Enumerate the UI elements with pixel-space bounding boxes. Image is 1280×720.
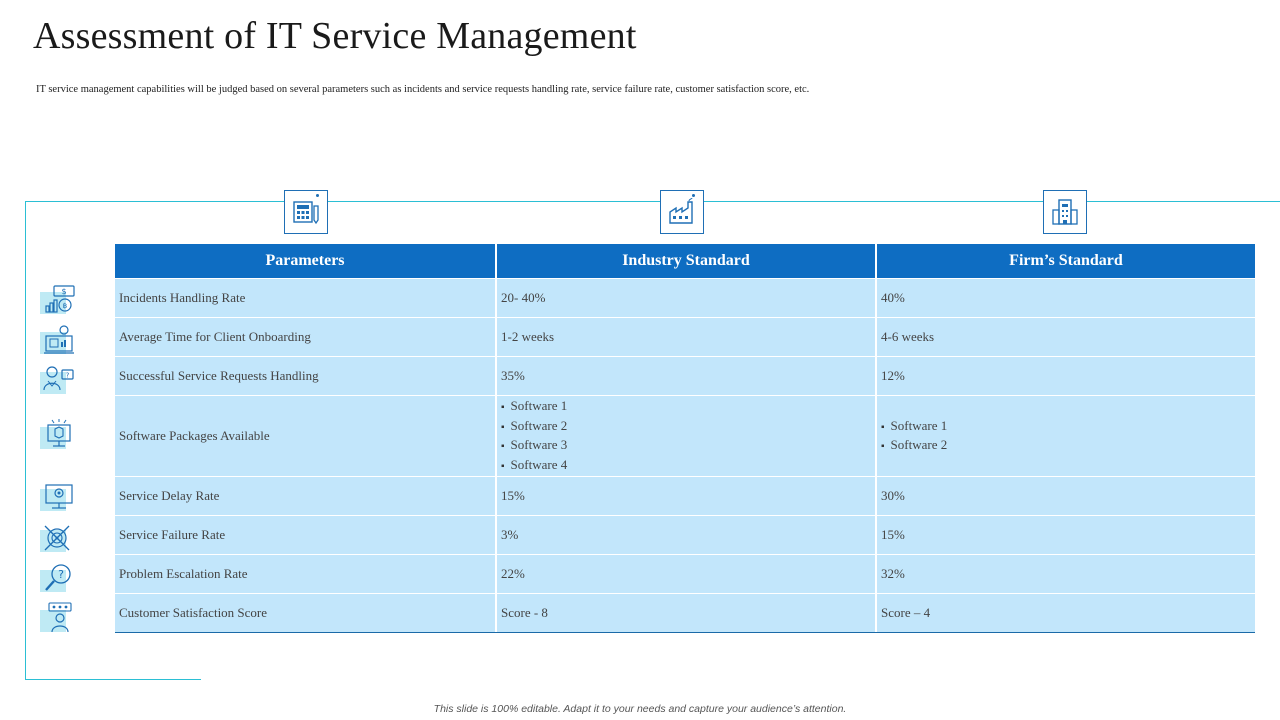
magnifier-question-icon [38,562,78,594]
rating-person-icon [38,602,78,634]
firm-software-list [881,417,947,456]
frame-left-line [25,201,26,680]
list-item: ▪ Software 2 [881,436,947,456]
industry-cell: 3% [495,516,875,554]
industry-cell: 15% [495,477,875,515]
header-firms-standard: Firm’s Standard [875,244,1255,278]
money-chart-icon [38,284,78,316]
parameter-cell: Successful Service Requests Handling [115,357,495,395]
parameter-cell: Problem Escalation Rate [115,555,495,593]
table-row [115,515,1255,554]
footer-note: This slide is 100% editable. Adapt it to your needs and capture your audience’s attention. [433,703,847,715]
building-icon [1043,190,1087,234]
svg-text:฿: ฿ [62,302,68,310]
laptop-clock-icon [38,324,78,356]
frame-bottom-line [25,679,201,680]
calculator-icon [284,190,328,234]
firm-cell [875,396,1255,476]
header-parameters: Parameters [115,244,495,278]
list-item: ▪ Software 1 [501,397,567,417]
table-header-row [115,244,1255,278]
firm-cell: 40% [875,279,1255,317]
monitor-gear-icon [38,481,78,513]
table-row [115,278,1255,317]
svg-text:?: ? [58,568,64,581]
firm-cell: Score – 4 [875,594,1255,632]
industry-cell: 20- 40% [495,279,875,317]
firm-cell: 30% [875,477,1255,515]
parameter-cell: Incidents Handling Rate [115,279,495,317]
parameter-cell: Service Delay Rate [115,477,495,515]
industry-software-list [501,397,567,475]
firm-cell: 4-6 weeks [875,318,1255,356]
table-row [115,554,1255,593]
assessment-table [115,244,1255,633]
list-item: ▪ Software 3 [501,436,567,456]
table-row [115,356,1255,395]
frame-top-line [25,201,1280,202]
page-title: Assessment of IT Service Management [33,15,637,57]
list-item: ▪ Software 2 [501,417,567,437]
support-agent-icon [38,364,78,396]
industry-cell [495,396,875,476]
factory-icon [660,190,704,234]
table-row [115,593,1255,633]
table-row [115,395,1255,476]
parameter-cell: Software Packages Available [115,396,495,476]
industry-cell: Score - 8 [495,594,875,632]
table-row [115,317,1255,356]
parameter-cell: Service Failure Rate [115,516,495,554]
svg-text:?: ? [65,371,70,380]
industry-cell: 1-2 weeks [495,318,875,356]
svg-text:$: $ [61,287,67,296]
industry-cell: 35% [495,357,875,395]
header-industry-standard: Industry Standard [495,244,875,278]
list-item: ▪ Software 1 [881,417,947,437]
table-row [115,476,1255,515]
parameter-cell: Customer Satisfaction Score [115,594,495,632]
firm-cell: 15% [875,516,1255,554]
list-item: ▪ Software 4 [501,456,567,476]
industry-cell: 22% [495,555,875,593]
parameter-cell: Average Time for Client Onboarding [115,318,495,356]
firm-cell: 12% [875,357,1255,395]
target-failure-icon [38,522,78,554]
page-subtitle: IT service management capabilities will be judged based on several parameters such as incidents and service requests handling rate, service failure rate, customer satisfaction score, etc. [36,84,810,95]
monitor-package-icon [38,419,78,451]
firm-cell: 32% [875,555,1255,593]
